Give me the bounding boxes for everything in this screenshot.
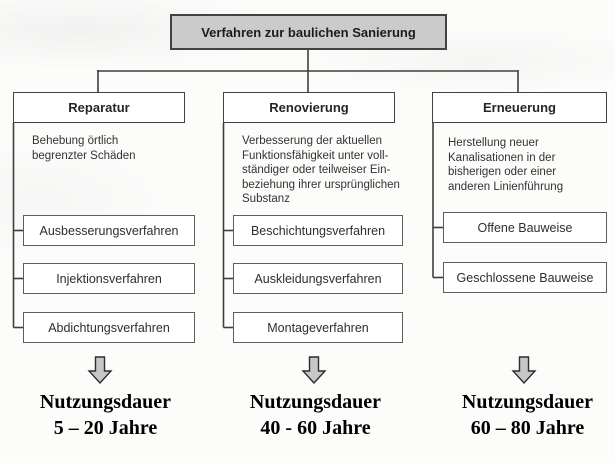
lifespan-range: 5 – 20 Jahre <box>53 417 158 439</box>
method-label: Offene Bauweise <box>477 220 573 235</box>
description-line: bisherigen oder einer <box>448 166 557 178</box>
method-label: Beschichtungsverfahren <box>250 223 386 238</box>
category-box-renovierung <box>223 92 395 123</box>
lifespan-renovierung <box>223 389 408 441</box>
description-line: anderen Linienführung <box>448 180 564 193</box>
description-line: beziehung ihrer ursprünglichen <box>242 178 400 191</box>
lifespan-title: Nutzungsdauer <box>461 391 594 413</box>
lifespan-title: Nutzungsdauer <box>249 391 382 413</box>
method-box-montageverfahren <box>233 312 403 343</box>
category-description-renovierung <box>242 134 410 207</box>
method-label: Abdichtungsverfahren <box>48 320 170 335</box>
root-node-label: Verfahren zur baulichen Sanierung <box>201 24 416 40</box>
method-box-beschichtungsverfahren <box>233 215 403 246</box>
method-box-ausbesserungsverfahren <box>23 215 195 246</box>
lifespan-reparatur <box>13 389 198 441</box>
method-label: Injektionsverfahren <box>56 271 162 286</box>
method-box-offene-bauweise <box>443 212 607 243</box>
description-line: Funktionsfähigkeit unter voll- <box>242 149 389 162</box>
down-arrow-reparatur <box>89 357 111 383</box>
method-label: Ausbesserungsverfahren <box>39 223 179 238</box>
lifespan-range: 40 - 60 Jahre <box>260 417 371 439</box>
method-label: Montageverfahren <box>267 320 369 335</box>
description-line: Behebung örtlich <box>32 135 119 147</box>
lifespan-title: Nutzungsdauer <box>39 391 172 413</box>
down-arrow-renovierung <box>303 357 325 383</box>
category-description-reparatur <box>32 134 192 163</box>
lifespan-range: 60 – 80 Jahre <box>470 417 585 439</box>
method-box-geschlossene-bauweise <box>443 262 607 293</box>
description-line: Herstellung neuer <box>448 137 539 149</box>
method-box-abdichtungsverfahren <box>23 312 195 343</box>
category-label: Erneuerung <box>483 100 556 115</box>
category-label: Reparatur <box>68 100 130 115</box>
lifespan-erneuerung <box>435 389 615 441</box>
category-description-erneuerung <box>448 136 606 194</box>
description-line: Verbesserung der aktuellen <box>242 135 383 147</box>
category-box-reparatur <box>13 92 185 123</box>
method-box-injektionsverfahren <box>23 263 195 294</box>
method-label: Geschlossene Bauweise <box>456 270 594 285</box>
category-box-erneuerung <box>432 92 607 123</box>
description-line: ständiger oder teilweiser Ein- <box>242 164 391 176</box>
description-line: Kanalisationen in der <box>448 151 556 164</box>
root-node-verfahren <box>170 14 447 50</box>
category-label: Renovierung <box>269 100 349 115</box>
description-line: Substanz <box>242 193 290 205</box>
method-label: Auskleidungsverfahren <box>254 271 382 286</box>
method-box-auskleidungsverfahren <box>233 263 403 294</box>
down-arrow-erneuerung <box>513 357 535 383</box>
description-line: begrenzter Schäden <box>32 149 136 162</box>
